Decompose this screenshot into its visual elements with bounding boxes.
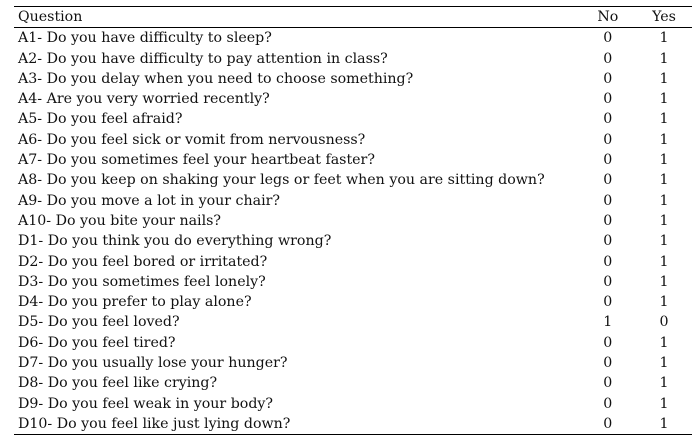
no-value-cell: 0 (603, 111, 613, 128)
no-value-cell: 0 (603, 50, 613, 67)
question-cell: D6- Do you feel tired? (18, 334, 176, 351)
no-value-cell: 0 (603, 395, 613, 412)
yes-value-cell: 1 (659, 253, 669, 270)
yes-value-cell: 1 (659, 172, 669, 189)
question-cell: A8- Do you keep on shaking your legs or feet when you are sitting down? (18, 172, 545, 189)
yes-value-cell: 1 (659, 375, 669, 392)
table-row (14, 333, 692, 353)
question-cell: D2- Do you feel bored or irritated? (18, 253, 268, 270)
questionnaire-table (14, 6, 692, 435)
no-value-cell: 0 (603, 375, 613, 392)
question-cell: A2- Do you have difficulty to pay attention in class? (18, 50, 388, 67)
yes-value-cell: 1 (659, 152, 669, 169)
yes-value-cell: 1 (659, 70, 669, 87)
yes-value-cell: 1 (659, 192, 669, 209)
question-cell: D1- Do you think you do everything wrong? (18, 233, 332, 250)
yes-value-cell: 1 (659, 50, 669, 67)
table-row (14, 150, 692, 170)
table-row (14, 272, 692, 292)
question-cell: A10- Do you bite your nails? (18, 212, 222, 229)
question-cell: D5- Do you feel loved? (18, 314, 180, 331)
table-row (14, 28, 692, 49)
table-row (14, 49, 692, 69)
question-cell: D8- Do you feel like crying? (18, 375, 218, 392)
question-cell: A3- Do you delay when you need to choose something? (18, 70, 414, 87)
no-value-cell: 0 (603, 152, 613, 169)
question-cell: A9- Do you move a lot in your chair? (18, 192, 281, 209)
table-row (14, 312, 692, 332)
header-yes: Yes (632, 7, 692, 28)
no-value-cell: 0 (603, 30, 613, 47)
header-no: No (580, 7, 633, 28)
no-value-cell: 0 (603, 91, 613, 108)
yes-value-cell: 1 (659, 233, 669, 250)
table-row (14, 292, 692, 312)
table-row (14, 252, 692, 272)
table-row (14, 109, 692, 129)
question-cell: D9- Do you feel weak in your body? (18, 395, 274, 412)
no-value-cell: 0 (603, 233, 613, 250)
table-row (14, 170, 692, 190)
table-header (14, 7, 692, 28)
yes-value-cell: 1 (659, 334, 669, 351)
yes-value-cell: 1 (659, 273, 669, 290)
table-row (14, 414, 692, 435)
question-cell: A6- Do you feel sick or vomit from nervousness? (18, 131, 366, 148)
yes-value-cell: 1 (659, 212, 669, 229)
no-value-cell: 0 (580, 414, 633, 435)
yes-value-cell: 1 (659, 395, 669, 412)
question-cell: A1- Do you have difficulty to sleep? (18, 30, 272, 47)
table-row (14, 231, 692, 251)
question-cell: A7- Do you sometimes feel your heartbeat faster? (18, 152, 375, 169)
question-cell: D7- Do you usually lose your hunger? (18, 355, 288, 372)
no-value-cell: 0 (603, 131, 613, 148)
table-row (14, 353, 692, 373)
no-value-cell: 0 (603, 334, 613, 351)
no-value-cell: 1 (603, 314, 613, 331)
question-cell: A4- Are you very worried recently? (18, 91, 270, 108)
yes-value-cell: 1 (659, 355, 669, 372)
no-value-cell: 0 (603, 70, 613, 87)
question-cell: A5- Do you feel afraid? (18, 111, 183, 128)
no-value-cell: 0 (603, 294, 613, 311)
yes-value-cell: 1 (659, 30, 669, 47)
yes-value-cell: 1 (659, 294, 669, 311)
no-value-cell: 0 (603, 212, 613, 229)
no-value-cell: 0 (603, 172, 613, 189)
question-cell: D10- Do you feel like just lying down? (14, 414, 580, 435)
table-row (14, 69, 692, 89)
yes-value-cell: 1 (632, 414, 692, 435)
yes-value-cell: 1 (659, 91, 669, 108)
question-cell: D3- Do you sometimes feel lonely? (18, 273, 266, 290)
question-cell: D4- Do you prefer to play alone? (18, 294, 252, 311)
header-row (14, 7, 692, 28)
table-row (14, 191, 692, 211)
yes-value-cell: 1 (659, 131, 669, 148)
no-value-cell: 0 (603, 192, 613, 209)
table-row (14, 89, 692, 109)
yes-value-cell: 0 (659, 314, 669, 331)
questionnaire-table-container (14, 6, 692, 435)
yes-value-cell: 1 (659, 111, 669, 128)
no-value-cell: 0 (603, 253, 613, 270)
table-row (14, 130, 692, 150)
table-row (14, 394, 692, 414)
table-row (14, 211, 692, 231)
table-body (14, 28, 692, 435)
no-value-cell: 0 (603, 273, 613, 290)
no-value-cell: 0 (603, 355, 613, 372)
table-row (14, 373, 692, 393)
header-question: Question (14, 7, 580, 28)
